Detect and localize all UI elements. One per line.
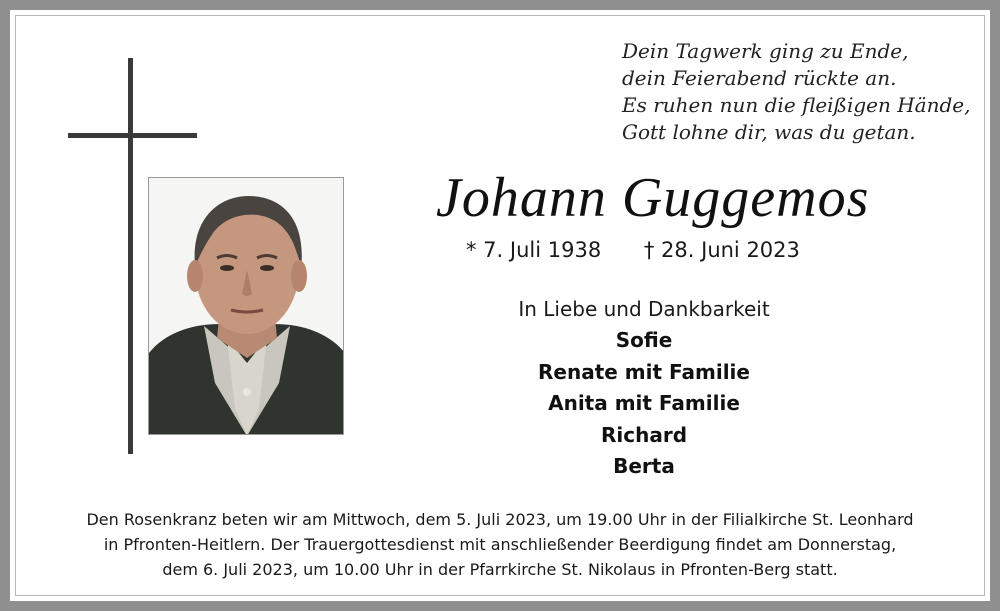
notice-line: in Pfronten-Heitlern. Der Trauergottesdienst mit anschließender Beerdigung findet am Donnerstag,: [103, 535, 897, 554]
mourner-name: Anita mit Familie: [548, 391, 740, 415]
poem: [622, 38, 982, 146]
life-dates: [466, 238, 800, 262]
birth-date: * 7. Juli 1938: [466, 238, 602, 262]
cross-horizontal-beam: [68, 133, 197, 138]
mourner-name: Sofie: [615, 328, 673, 352]
poem-line: dein Feierabend rückte an.: [622, 66, 897, 90]
mourners-intro: In Liebe und Dankbarkeit: [518, 297, 770, 321]
death-date: † 28. Juni 2023: [643, 238, 800, 262]
mourners-list: [474, 293, 814, 483]
cross-vertical-beam: [128, 58, 133, 454]
funeral-notice: [30, 507, 970, 582]
deceased-name: Johann Guggemos: [436, 167, 870, 229]
mourner-name: Richard: [600, 422, 688, 447]
notice-line: dem 6. Juli 2023, um 10.00 Uhr in der Pfarrkirche St. Nikolaus in Pfronten-Berg statt.: [162, 560, 838, 579]
poem-line: Dein Tagwerk ging zu Ende,: [622, 39, 909, 63]
mourner-name: Renate mit Familie: [538, 359, 750, 384]
portrait-photo: [148, 177, 344, 435]
obituary-card: [10, 10, 990, 601]
mourner-name: Berta: [613, 454, 675, 478]
notice-line: Den Rosenkranz beten wir am Mittwoch, dem 5. Juli 2023, um 19.00 Uhr in der Filialkirche St. Leonhard: [86, 510, 914, 529]
poem-line: Gott lohne dir, was du getan.: [622, 120, 916, 144]
poem-line: Es ruhen nun die fleißigen Hände,: [622, 93, 971, 117]
